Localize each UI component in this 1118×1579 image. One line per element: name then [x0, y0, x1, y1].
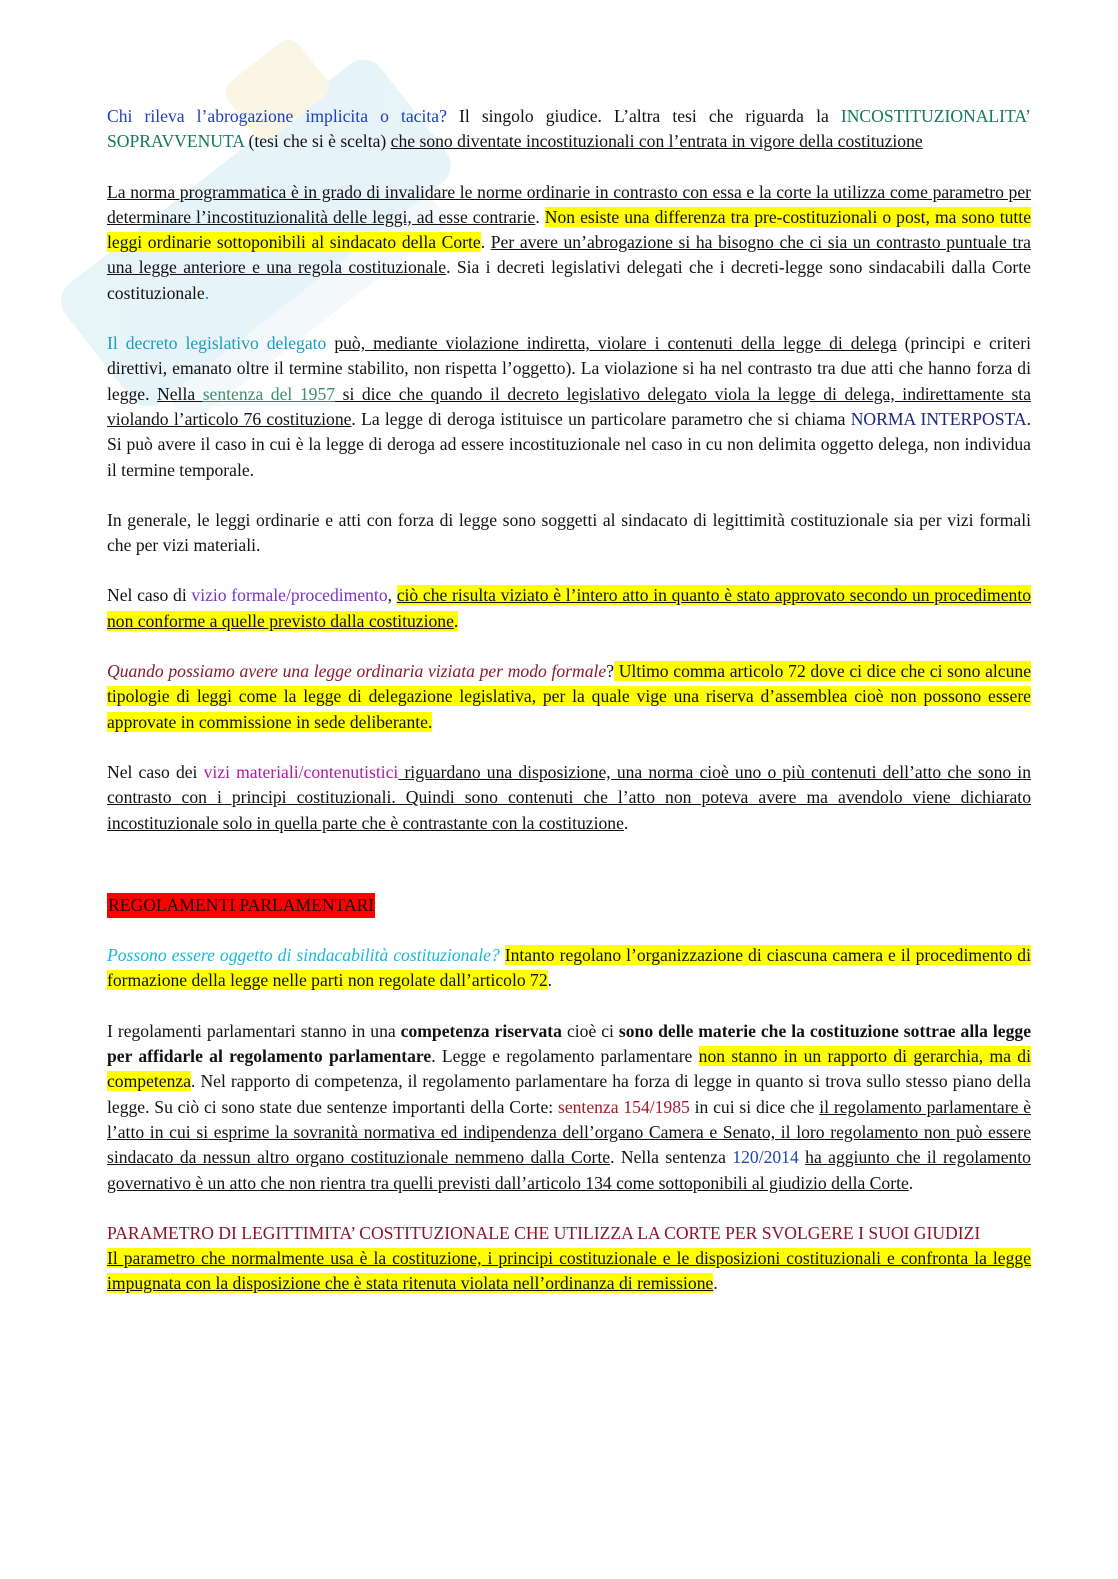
term-decreto-legislativo: Il decreto legislativo delegato — [107, 333, 327, 354]
term-norma-interposta: NORMA INTERPOSTA — [850, 408, 1027, 429]
question-text: Quando possiamo avere una legge ordinaria viziata per modo formale — [107, 661, 607, 682]
highlight-text: non stanno in un rapporto di gerarchia, ma di competenza — [107, 1046, 1031, 1092]
term-incostituzionalita: INCOSTITUZIONALITA’ SOPRAVVENUTA — [107, 106, 1031, 152]
highlight-text: Intanto regolano l’organizzazione di ciascuna camera e il procedimento di formazione della legge nelle parti non regolate dall’articolo 72 — [107, 945, 1031, 991]
paragraph-norma-programmatica: La norma programmatica è in grado di invalidare le norme ordinarie in contrasto con essa e la corte la utilizza come parametro per determinare l’incostituzionalità delle leggi, ad esse contrarie. Non esiste una differenza tra pre-costituzionali o post, ma sono tutte leggi ordinarie sottoponibili al sindacato della Corte. Per avere un’abrogazione si ha bisogno che ci sia un contrasto puntuale tra una legge anteriore e una regola costituzionale. Sia i decreti legislativi delegati che i decreti-legge sono sindacabili dalla Corte costituzionale. — [107, 181, 1032, 303]
highlight-text: Ultimo comma articolo 72 dove ci dice che ci sono alcune tipologie di leggi come la legge di delegazione legislativa, per la quale vige una riserva d’assemblea cioè non possono essere approvate in commissione in sede deliberante — [107, 661, 1031, 732]
heading-regolamenti-parlamentari: REGOLAMENTI PARLAMENTARI — [107, 893, 375, 918]
paragraph-vizio-formale: Nel caso di vizio formale/procedimento, ciò che risulta viziato è l’intero atto in quanto è stato approvato secondo un procedimento non conforme a quelle previsto dalla costituzione. — [107, 585, 1032, 631]
section-heading-parametro: PARAMETRO DI LEGITTIMITA’ COSTITUZIONALE CHE UTILIZZA LA CORTE PER SVOLGERE I SUOI GIUDIZI — [107, 1222, 981, 1243]
ref-sentenza-120-2014: 120/2014 — [732, 1147, 799, 1168]
spacer — [107, 861, 1031, 893]
document-page — [107, 104, 1031, 1322]
paragraph-competenza-riservata: I regolamenti parlamentari stanno in una competenza riservata cioè ci sono delle materie che la costituzione sottrae alla legge per affidarle al regolamento parlamentare. Legge e regolamento parlamentare non stanno in un rapporto di gerarchia, ma di competenza. Nel rapporto di competenza, il regolamento parlamentare ha forza di legge in quanto si trova sullo stesso piano della legge. Su ciò ci sono state due sentenze importanti della Corte: sentenza 154/1985 in cui si dice che il regolamento parlamentare è l’atto in cui si esprime la sovranità normativa ed indipendenza dell’organo Camera e Senato, il loro regolamento non può essere sindacato da nessun altro organo costituzionale nemmeno dalla Corte. Nella sentenza 120/2014 ha aggiunto che il regolamento governativo è un atto che non rientra tra quelli previsti dall’articolo 134 come sottoponibili al giudizio della Corte. — [107, 1020, 1032, 1193]
paragraph-sindacabilita: Possono essere oggetto di sindacabilità costituzionale? Intanto regolano l’organizzazione di ciascuna camera e il procedimento di formazione della legge nelle parti non regolate dall’articolo 72. — [107, 945, 1031, 991]
term-vizi-materiali: vizi materiali/contenutistici — [203, 761, 399, 782]
paragraph-parametro: Il parametro che normalmente usa è la costituzione, i principi costituzionale e le disposizioni costituzionali e confronta la legge impugnata con la disposizione che è stata ritenuta violata nell’ordinanza di remissione. — [107, 1248, 1031, 1294]
term-vizio-formale: vizio formale/procedimento — [191, 585, 388, 606]
section-heading-regolamenti — [107, 893, 1031, 918]
ref-sentenza-1957: sentenza del 1957 — [202, 383, 336, 404]
question-text: Chi rileva l’abrogazione implicita o tacita? — [107, 106, 447, 126]
paragraph-in-generale: In generale, le leggi ordinarie e atti con forza di legge sono soggetti al sindacato di legittimità costituzionale sia per vizi formali che per vizi materiali. — [107, 509, 1031, 556]
highlight-text: Il parametro che normalmente usa è la costituzione, i principi costituzionale e le disposizioni costituzionali e confronta la legge impugnata con la disposizione che è stata ritenuta violata nell’ordinanza di remissione — [107, 1248, 1031, 1294]
highlight-text: Non esiste una differenza tra pre-costituzionali o post, ma sono tutte leggi ordinarie sottoponibili al sindacato della Corte — [107, 206, 1032, 253]
ref-sentenza-154-1985: sentenza 154/1985 — [557, 1096, 690, 1117]
paragraph-decreto-legislativo: Il decreto legislativo delegato può, mediante violazione indiretta, violare i contenuti della legge di delega (principi e criteri direttivi, emanato oltre il termine stabilito, non rispetta l’oggetto). La violazione si ha nel contrasto tra due atti che hanno forza di legge. Nella sentenza del 1957 si dice che quando il decreto legislativo delegato viola la legge di delega, indirettamente sta violando l’articolo 76 costituzione. La legge di deroga istituisce un particolare parametro che si chiama NORMA INTERPOSTA. Si può avere il caso in cui è la legge di deroga ad essere incostituzionale nel caso in cu non delimita oggetto delega, non individua il termine temporale. — [107, 333, 1032, 480]
paragraph-abrogazione: Chi rileva l’abrogazione implicita o tacita? Il singolo giudice. L’altra tesi che riguarda la INCOSTITUZIONALITA’ SOPRAVVENUTA (tesi che si è scelta) che sono diventate incostituzionali con l’entrata in vigore della costituzione — [107, 106, 1031, 152]
paragraph-vizi-materiali: Nel caso dei vizi materiali/contenutistici riguardano una disposizione, una norma cioè uno o più contenuti dell’atto che sono in contrasto con i principi costituzionali. Quindi sono contenuti che l’atto non poteva avere ma avendolo viene dichiarato incostituzionale solo in quella parte che è contrastante con la costituzione. — [107, 761, 1031, 833]
highlight-text: ciò che risulta viziato è l’intero atto in quanto è stato approvato secondo un procedimento non conforme a quelle previsto dalla costituzione — [107, 585, 1032, 631]
question-text: Possono essere oggetto di sindacabilità costituzionale? — [107, 945, 500, 966]
paragraph-legge-viziata: Quando possiamo avere una legge ordinaria viziata per modo formale? Ultimo comma articolo 72 dove ci dice che ci sono alcune tipologie di leggi come la legge di delegazione legislativa, per la quale vige una riserva d’assemblea cioè non possono essere approvate in commissione in sede deliberante. — [107, 661, 1031, 732]
